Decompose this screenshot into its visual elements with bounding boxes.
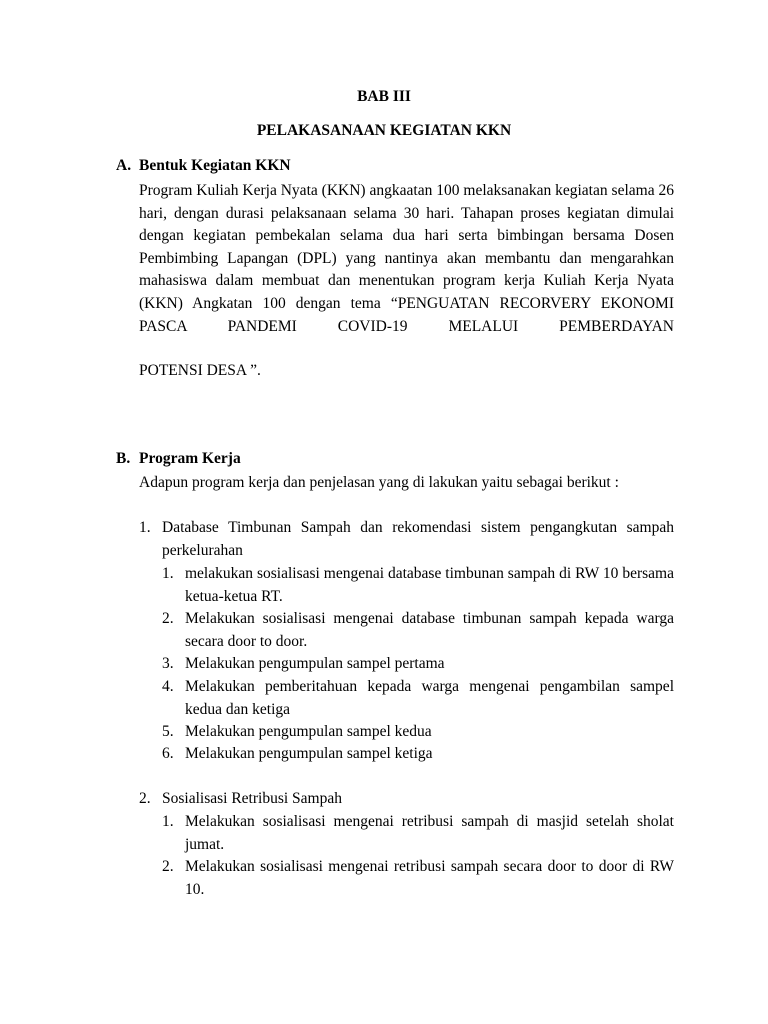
section-a-body-tail: POTENSI DESA ”. [139,362,261,379]
activity-text: Melakukan sosialisasi mengenai database timbunan sampah kepada warga secara door to door. [185,610,674,650]
activity-item [162,676,674,721]
activity-item [162,563,674,608]
chapter-heading: BAB III [357,88,411,105]
activity-number: 6. [162,745,174,762]
activity-number: 2. [162,610,174,627]
activity-text: melakukan sosialisasi mengenai database timbunan sampah di RW 10 bersama ketua-ketua RT. [185,565,674,605]
activity-item [162,653,674,676]
program-number: 2. [139,790,151,807]
activity-number: 3. [162,655,174,672]
activity-item [162,811,674,856]
program-number: 1. [139,519,151,536]
activity-number: 1. [162,565,174,582]
activity-text: Melakukan pengumpulan sampel ketiga [185,745,433,762]
activity-item [162,743,674,766]
program-title: Sosialisasi Retribusi Sampah [162,790,342,807]
activity-number: 1. [162,813,174,830]
chapter-title: PELAKASANAAN KEGIATAN KKN [256,122,512,139]
activity-text: Melakukan pemberitahuan kepada warga mengenai pengambilan sampel kedua dan ketiga [185,678,674,718]
section-a-heading [116,157,291,175]
section-b-letter: B. [116,450,131,467]
section-b-title: Program Kerja [139,450,241,467]
activity-item [162,856,674,901]
activity-number: 2. [162,858,174,875]
section-a-title: Bentuk Kegiatan KKN [139,157,291,174]
section-a-letter: A. [116,157,132,174]
program-item [139,788,674,811]
activity-item [162,608,674,653]
activity-text: Melakukan pengumpulan sampel kedua [185,723,432,740]
section-b-intro: Adapun program kerja dan penjelasan yang di lakukan yaitu sebagai berikut : [139,474,619,491]
section-a-body: Program Kuliah Kerja Nyata (KKN) angkaatan 100 melaksanakan kegiatan selama 26 hari, dengan durasi pelaksanaan selama 30 hari. Tahapan proses kegiatan dimulai dengan kegiatan pembekalan selama dua hari serta bimbingan bersama Dosen Pembimbing Lapangan (DPL) yang nantinya akan membantu dan mengarahkan mahasiswa dalam membuat dan menentukan program kerja Kuliah Kerja Nyata (KKN) Angkatan 100 dengan tema “PENGUATAN RECORVERY EKONOMI PASCA PANDEMI COVID-19 MELALUI PEMBERDAYAN [139,182,674,335]
activity-text: Melakukan sosialisasi mengenai retribusi sampah secara door to door di RW 10. [185,858,674,898]
activity-item [162,721,674,744]
section-b-heading [116,450,241,468]
activity-text: Melakukan sosialisasi mengenai retribusi sampah di masjid setelah sholat jumat. [185,813,674,853]
activity-number: 4. [162,678,174,695]
program-title: Database Timbunan Sampah dan rekomendasi sistem pengangkutan sampah perkelurahan [162,519,674,559]
activity-text: Melakukan pengumpulan sampel pertama [185,655,445,672]
program-item [139,517,674,562]
activity-number: 5. [162,723,174,740]
